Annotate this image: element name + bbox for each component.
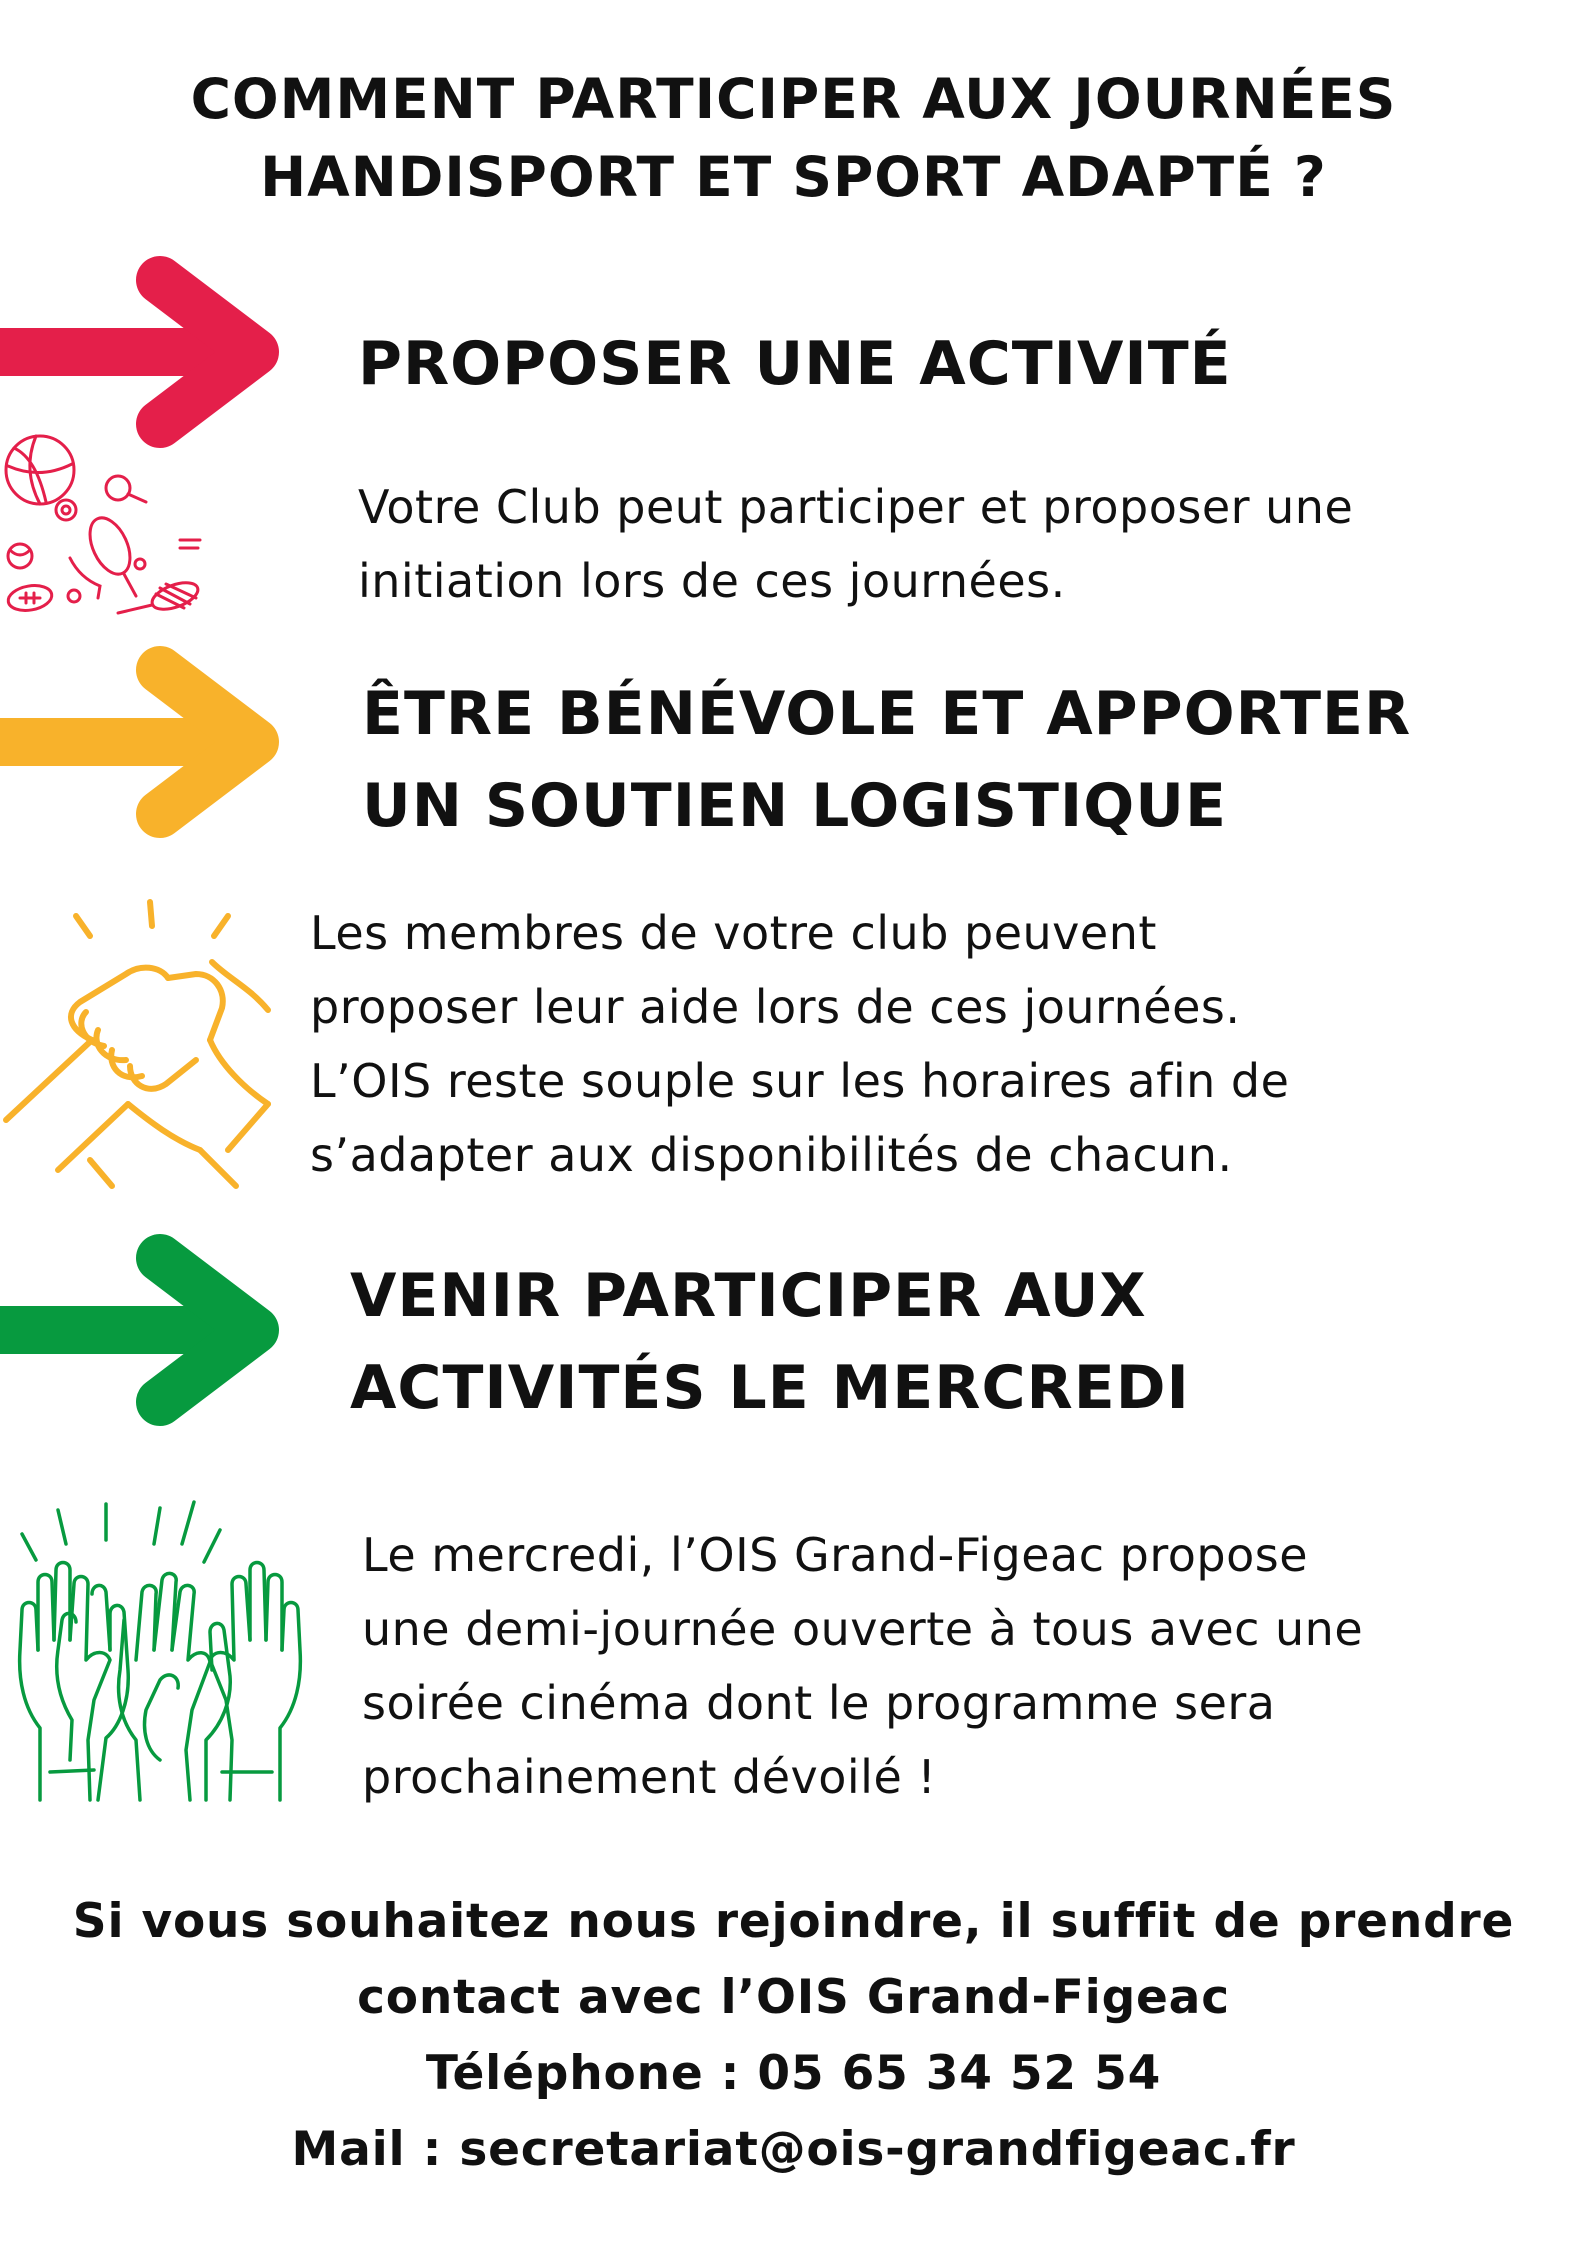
section-body-activite: Votre Club peut participer et proposer une initiation lors de ces journées. <box>358 480 1354 608</box>
raised-hands-icon <box>10 1500 310 1810</box>
footer-line-1: Si vous souhaitez nous rejoindre, il suffit de prendre <box>72 1894 1515 1949</box>
footer-phone: Téléphone : 05 65 34 52 54 <box>425 2046 1162 2101</box>
section-body-mercredi: Le mercredi, l’OIS Grand-Figeac propose une demi-journée ouverte à tous avec une soirée cinéma dont le programme sera prochainement dévoilé ! <box>362 1528 1364 1804</box>
page-title-line-1: COMMENT PARTICIPER AUX JOURNÉES <box>190 67 1397 131</box>
page-title <box>0 60 1587 216</box>
handshake-icon <box>0 890 275 1190</box>
sports-equipment-icon <box>0 428 230 613</box>
arrow-right-icon <box>0 652 300 852</box>
arrow-right-icon <box>0 1240 300 1440</box>
contact-footer <box>0 1884 1587 2188</box>
section-heading-activite: PROPOSER UNE ACTIVITÉ <box>358 329 1232 399</box>
page-title-line-2: HANDISPORT ET SPORT ADAPTÉ ? <box>260 145 1327 209</box>
section-heading-mercredi: VENIR PARTICIPER AUX ACTIVITÉS LE MERCREDI <box>350 1261 1190 1423</box>
section-heading-benevole: ÊTRE BÉNÉVOLE ET APPORTER UN SOUTIEN LOGISTIQUE <box>362 679 1412 841</box>
footer-line-2: contact avec l’OIS Grand-Figeac <box>357 1970 1230 2025</box>
section-body-benevole: Les membres de votre club peuvent proposer leur aide lors de ces journées. L’OIS reste souple sur les horaires afin de s’adapter aux disponibilités de chacun. <box>310 906 1290 1182</box>
footer-mail: Mail : secretariat@ois-grandfigeac.fr <box>291 2122 1296 2177</box>
